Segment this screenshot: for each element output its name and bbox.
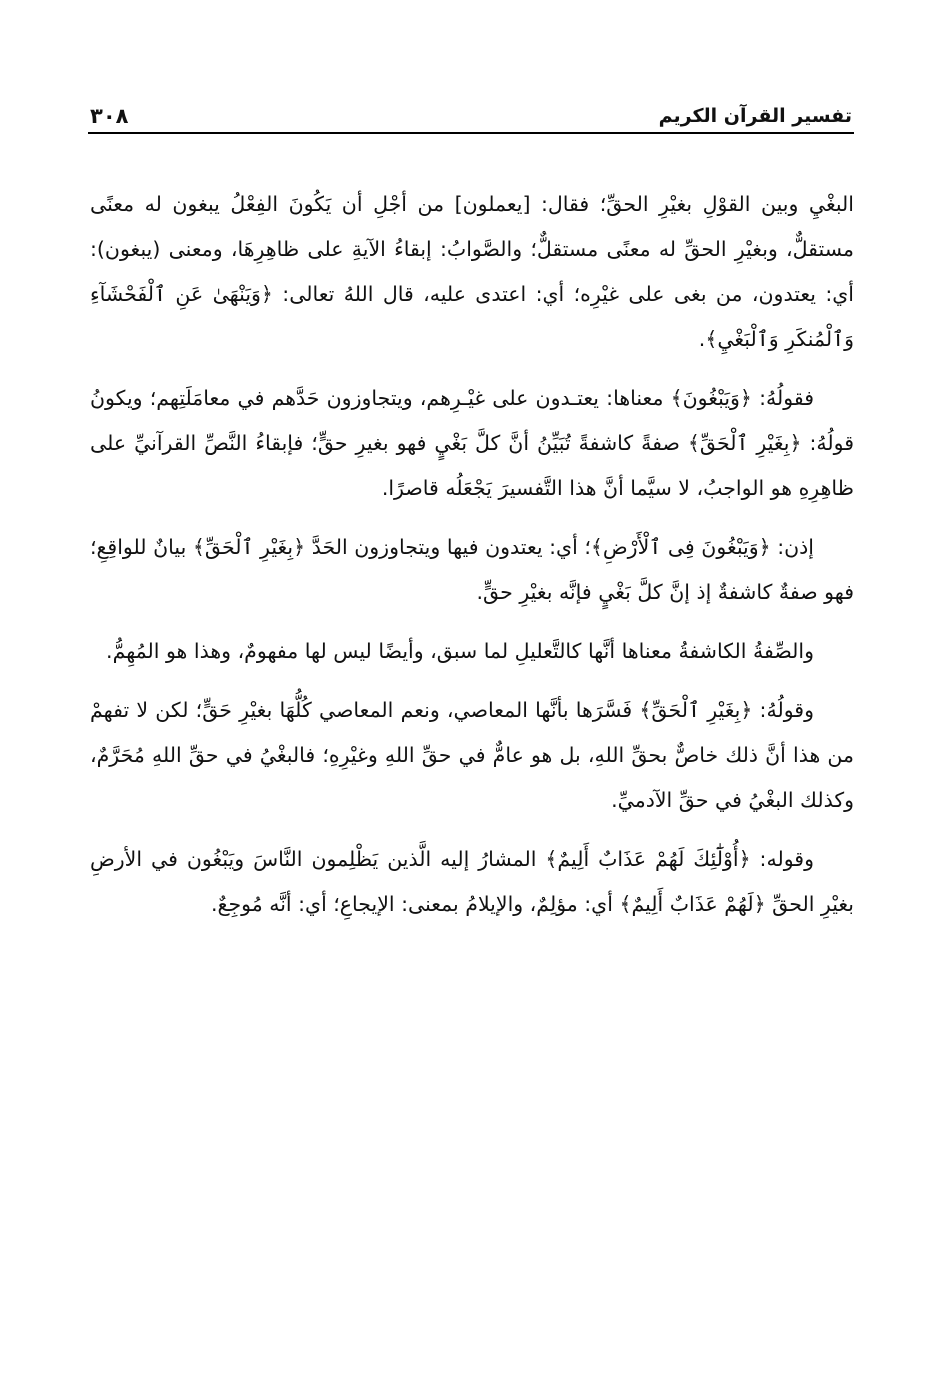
paragraph-1: البغْيِ وبين القوْلِ بغيْرِ الحقِّ؛ فقال: [يعملون] من أجْلِ أن يَكُونَ الفِعْلُ يبغون له معنًى مستقلٌّ، وبغيْرِ الحقِّ له معنًى مستقلٌّ؛ والصَّوابُ: إبقاءُ الآيةِ على ظاهِرِهَا، ومعنى (يبغون): أي: يعتدون، من بغى على غيْرِه؛ أي: اعتدى عليه، قال اللهُ تعالى: ﴿وَيَنْهَىٰ عَنِ ٱلْفَحْشَآءِ وَٱلْمُنكَرِ وَٱلْبَغْيِ﴾.: [90, 192, 854, 351]
running-title: تفسير القرآن الكريم: [658, 105, 852, 127]
page-body: [90, 182, 854, 941]
page-number: ٣٠٨: [90, 104, 129, 128]
paragraph-3: إذن: ﴿وَيَبْغُونَ فِى ٱلْأَرْضِ﴾؛ أي: يعتدون فيها ويتجاوزون الحَدَّ ﴿بِغَيْرِ ٱلْحَقِّ﴾ بيانٌ للواقِعِ؛ فهو صفةٌ كاشفةٌ إذ إنَّ كلَّ بَغْيٍ فإنَّه بغيْرِ حقٍّ.: [90, 535, 854, 604]
paragraph-5: وقولُهُ: ﴿بِغَيْرِ ٱلْحَقِّ﴾ فَسَّرَها بأنَّها المعاصي، ونعم المعاصي كُلُّهَا بغيْرِ حَقٍّ؛ لكن لا تفهمْ من هذا أنَّ ذلك خاصٌّ بحقِّ اللهِ، بل هو عامٌّ في حقِّ اللهِ وغيْرِهِ؛ فالبغْيُ في حقِّ اللهِ مُحَرَّمٌ، وكذلك البغْيُ في حقِّ الآدميِّ.: [90, 698, 854, 812]
paragraph-4: والصِّفةُ الكاشفةُ معناها أنَّها كالتَّعليلِ لما سبق، وأيضًا ليس لها مفهومٌ، وهذا هو المُهِمُّ.: [106, 639, 814, 663]
paragraph-6: وقوله: ﴿أُوْلَٰٓئِكَ لَهُمْ عَذَابٌ أَلِيمٌ﴾ المشارُ إليه الَّذين يَظْلِمون النَّاسَ ويَبْغُون في الأرضِ بغيْرِ الحقِّ ﴿لَهُمْ عَذَابٌ أَلِيمٌ﴾ أي: مؤلِمٌ، والإيلامُ بمعنى: الإيجاعِ؛ أي: أنَّه مُوجِعٌ.: [90, 847, 854, 916]
header-divider: [88, 132, 854, 134]
paragraph-2: فقولُهُ: ﴿وَيَبْغُونَ﴾ معناها: يعتـدون على غيْـرِهم، ويتجاوزون حَدَّهم في معامَلَتِهم؛ ويكونُ قولُهُ: ﴿بِغَيْرِ ٱلْحَقِّ﴾ صفةً كاشفةً تُبَيِّنُ أنَّ كلَّ بَغْيٍ فهو بغيرِ حقٍّ؛ فإبقاءُ النَّصِّ القرآنيِّ على ظاهِرِهِ هو الواجبُ، لا سيَّما أنَّ هذا التَّفسيرَ يَجْعَلُه قاصرًا.: [90, 386, 854, 500]
